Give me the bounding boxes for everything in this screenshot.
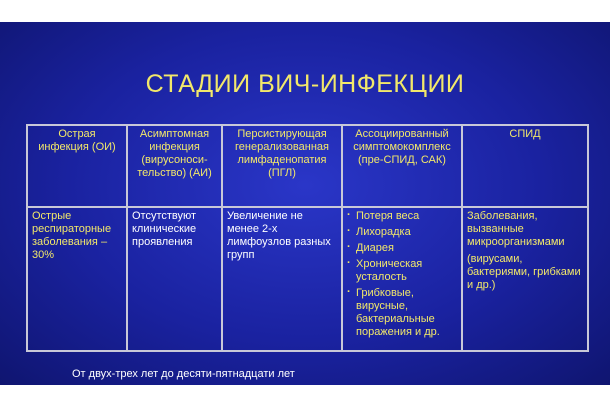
header-cell-spid: СПИД [462,125,588,207]
list-item: · Хроническая усталость [347,258,457,284]
list-item: · Грибковые, вирусные, бактериальные поражения и др. [347,287,457,339]
spid-pathogens: (вирусами, бактериями, грибками и др.) [467,253,581,291]
spid-description: Заболевания, вызванные микроорганизмами [467,210,565,248]
slide [0,22,610,385]
slide-title: СТАДИИ ВИЧ-ИНФЕКЦИИ [145,70,465,98]
list-item: · Лихорадка [347,226,457,239]
table-body-row [27,207,588,351]
body-cell-spid [462,207,588,351]
table-header-row [27,125,588,207]
header-cell-pgl: Персистирующая генерализованная лимфаденопатия (ПГЛ) [222,125,342,207]
hiv-stages-table [26,124,589,352]
header-cell-ai: Асимптомная инфекция (вирусоноси-тельство) (АИ) [127,125,222,207]
symptom-list [347,210,457,339]
list-item: · Потеря веса [347,210,457,223]
list-item: · Диарея [347,242,457,255]
body-cell-pgl: Увеличение не менее 2-х лимфоузлов разных групп [222,207,342,351]
body-cell-oi: Острые респираторные заболевания – 30% [27,207,127,351]
body-cell-sak [342,207,462,351]
header-cell-sak: Ассоциированный симптомокомплекс (пре-СПИД, САК) [342,125,462,207]
body-cell-ai: Отсутствуют клинические проявления [127,207,222,351]
duration-note: От двух-трех лет до десяти-пятнадцати лет [72,368,295,380]
header-cell-oi: Острая инфекция (ОИ) [27,125,127,207]
